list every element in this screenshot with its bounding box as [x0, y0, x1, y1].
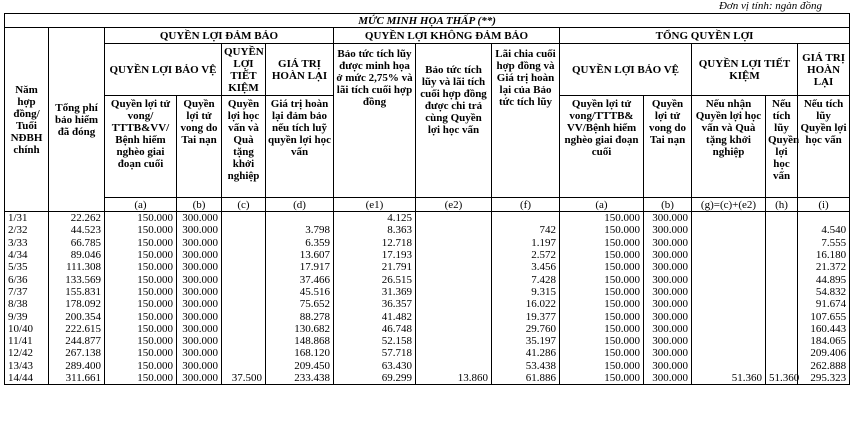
- value-cell: 300.000: [644, 347, 692, 359]
- code-label: (a): [105, 198, 177, 212]
- value-cell: 209.450: [266, 360, 334, 372]
- header-year: Năm hợp đồng/ Tuổi NĐBH chính: [5, 28, 49, 212]
- value-cell: 53.438: [492, 360, 560, 372]
- value-cell: 300.000: [177, 335, 222, 347]
- value-cell: 300.000: [644, 323, 692, 335]
- value-cell: [692, 286, 766, 298]
- value-cell: [222, 249, 266, 261]
- value-cell: 150.000: [105, 261, 177, 273]
- value-cell: 45.516: [266, 286, 334, 298]
- value-cell: [692, 335, 766, 347]
- unit-note: Đơn vị tính: ngàn đồng: [718, 0, 822, 12]
- value-cell: 300.000: [644, 261, 692, 273]
- value-cell: [692, 224, 766, 236]
- value-cell: 160.443: [798, 323, 850, 335]
- value-cell: 300.000: [177, 273, 222, 285]
- code-label: (e1): [334, 198, 416, 212]
- value-cell: 3.798: [266, 224, 334, 236]
- value-cell: 150.000: [105, 273, 177, 285]
- table-row: [5, 298, 850, 310]
- year-age-cell: 10/40: [5, 323, 49, 335]
- value-cell: 8.363: [334, 224, 416, 236]
- value-cell: 300.000: [177, 261, 222, 273]
- value-cell: 44.523: [49, 224, 105, 236]
- value-cell: [692, 347, 766, 359]
- value-cell: 19.377: [492, 310, 560, 322]
- header-g-death: Quyền lợi tử vong/ TTTB&VV/ Bệnh hiểm nghèo giai đoạn cuối: [105, 96, 177, 198]
- value-cell: 17.917: [266, 261, 334, 273]
- value-cell: 12.718: [334, 237, 416, 249]
- year-age-cell: 14/44: [5, 372, 49, 385]
- code-label: (i): [798, 198, 850, 212]
- year-age-cell: 13/43: [5, 360, 49, 372]
- value-cell: [222, 310, 266, 322]
- value-cell: [766, 286, 798, 298]
- value-cell: [492, 212, 560, 225]
- value-cell: 150.000: [560, 360, 644, 372]
- value-cell: 150.000: [105, 360, 177, 372]
- value-cell: 26.515: [334, 273, 416, 285]
- code-label: (a): [560, 198, 644, 212]
- value-cell: [692, 261, 766, 273]
- value-cell: 130.682: [266, 323, 334, 335]
- table-body: [5, 212, 850, 385]
- value-cell: 222.615: [49, 323, 105, 335]
- value-cell: 300.000: [644, 298, 692, 310]
- value-cell: 41.482: [334, 310, 416, 322]
- value-cell: 54.832: [798, 286, 850, 298]
- illustration-table: [4, 13, 850, 385]
- value-cell: 21.372: [798, 261, 850, 273]
- header-guaranteed-surrender: GIÁ TRỊ HOÀN LẠI: [266, 44, 334, 96]
- value-cell: [222, 286, 266, 298]
- value-cell: 51.360: [766, 372, 798, 385]
- value-cell: 300.000: [644, 224, 692, 236]
- header-total-surrender: GIÁ TRỊ HOÀN LẠI: [798, 44, 850, 96]
- table-row: [5, 273, 850, 285]
- value-cell: 52.158: [334, 335, 416, 347]
- value-cell: 150.000: [560, 298, 644, 310]
- value-cell: 150.000: [105, 249, 177, 261]
- value-cell: 300.000: [644, 360, 692, 372]
- value-cell: 63.430: [334, 360, 416, 372]
- value-cell: 300.000: [177, 323, 222, 335]
- table-row: [5, 261, 850, 273]
- table-row: [5, 335, 850, 347]
- value-cell: 111.308: [49, 261, 105, 273]
- header-t-surrender-value: Nếu tích lũy Quyền lợi học vấn: [798, 96, 850, 198]
- value-cell: 22.262: [49, 212, 105, 225]
- value-cell: 300.000: [177, 298, 222, 310]
- value-cell: 150.000: [560, 212, 644, 225]
- value-cell: [416, 347, 492, 359]
- value-cell: 37.500: [222, 372, 266, 385]
- value-cell: 150.000: [105, 323, 177, 335]
- value-cell: 4.540: [798, 224, 850, 236]
- value-cell: 150.000: [105, 310, 177, 322]
- group-guaranteed: QUYỀN LỢI ĐẢM BẢO: [105, 28, 334, 44]
- value-cell: 150.000: [560, 310, 644, 322]
- value-cell: 35.197: [492, 335, 560, 347]
- value-cell: 150.000: [560, 323, 644, 335]
- value-cell: 13.860: [416, 372, 492, 385]
- value-cell: 150.000: [560, 273, 644, 285]
- header-t-death: Quyền lợi tử vong/TTTB& VV/Bệnh hiểm nghèo giai đoạn cuối: [560, 96, 644, 198]
- table-row: [5, 310, 850, 322]
- value-cell: [692, 273, 766, 285]
- value-cell: 300.000: [644, 372, 692, 385]
- value-cell: 51.360: [692, 372, 766, 385]
- value-cell: [222, 237, 266, 249]
- value-cell: 267.138: [49, 347, 105, 359]
- value-cell: 300.000: [177, 360, 222, 372]
- value-cell: [766, 298, 798, 310]
- year-age-cell: 1/31: [5, 212, 49, 225]
- table-row: [5, 249, 850, 261]
- table-row: [5, 237, 850, 249]
- value-cell: [222, 323, 266, 335]
- value-cell: 2.572: [492, 249, 560, 261]
- value-cell: 209.406: [798, 347, 850, 359]
- group-total: TỔNG QUYỀN LỢI: [560, 28, 850, 44]
- value-cell: [222, 360, 266, 372]
- value-cell: [416, 298, 492, 310]
- value-cell: 300.000: [177, 224, 222, 236]
- value-cell: 91.674: [798, 298, 850, 310]
- header-terminal-interest: Lãi chia cuối hợp đồng và Giá trị hoàn lại của Bảo tức tích lũy: [492, 44, 560, 198]
- value-cell: 89.046: [49, 249, 105, 261]
- value-cell: [766, 261, 798, 273]
- table-row: [5, 372, 850, 385]
- value-cell: 300.000: [177, 347, 222, 359]
- header-guaranteed-protection: QUYỀN LỢI BẢO VỆ: [105, 44, 222, 96]
- value-cell: [766, 335, 798, 347]
- value-cell: 300.000: [644, 249, 692, 261]
- value-cell: [416, 310, 492, 322]
- year-age-cell: 7/37: [5, 286, 49, 298]
- value-cell: 17.193: [334, 249, 416, 261]
- code-label: (b): [177, 198, 222, 212]
- value-cell: 300.000: [177, 372, 222, 385]
- value-cell: [222, 347, 266, 359]
- year-age-cell: 9/39: [5, 310, 49, 322]
- header-total-protection: QUYỀN LỢI BẢO VỆ: [560, 44, 692, 96]
- value-cell: [416, 286, 492, 298]
- year-age-cell: 11/41: [5, 335, 49, 347]
- value-cell: 150.000: [105, 286, 177, 298]
- value-cell: [766, 212, 798, 225]
- header-bonus-paid: Bảo tức tích lũy và lãi tích cuối hợp đồng được chi trả cùng Quyền lợi học vấn: [416, 44, 492, 198]
- year-age-cell: 8/38: [5, 298, 49, 310]
- value-cell: [692, 323, 766, 335]
- value-cell: [416, 360, 492, 372]
- value-cell: 7.555: [798, 237, 850, 249]
- value-cell: 155.831: [49, 286, 105, 298]
- value-cell: [766, 360, 798, 372]
- value-cell: [222, 298, 266, 310]
- value-cell: 150.000: [105, 335, 177, 347]
- value-cell: [692, 237, 766, 249]
- value-cell: [222, 273, 266, 285]
- value-cell: 46.748: [334, 323, 416, 335]
- value-cell: 57.718: [334, 347, 416, 359]
- value-cell: [222, 261, 266, 273]
- value-cell: 300.000: [644, 335, 692, 347]
- value-cell: [692, 298, 766, 310]
- value-cell: 233.438: [266, 372, 334, 385]
- value-cell: 31.369: [334, 286, 416, 298]
- header-t-education: Nếu nhận Quyền lợi học vấn và Quà tặng khởi nghiệp: [692, 96, 766, 198]
- code-label: (c): [222, 198, 266, 212]
- value-cell: 61.886: [492, 372, 560, 385]
- value-cell: 6.359: [266, 237, 334, 249]
- value-cell: 4.125: [334, 212, 416, 225]
- value-cell: [766, 237, 798, 249]
- code-label: (g)=(c)+(e2): [692, 198, 766, 212]
- value-cell: [416, 237, 492, 249]
- value-cell: [222, 224, 266, 236]
- group-non-guaranteed: QUYỀN LỢI KHÔNG ĐẢM BẢO: [334, 28, 560, 44]
- value-cell: 300.000: [644, 273, 692, 285]
- year-age-cell: 3/33: [5, 237, 49, 249]
- value-cell: 9.315: [492, 286, 560, 298]
- table-title: MỨC MINH HỌA THẤP (**): [5, 14, 850, 28]
- value-cell: 150.000: [560, 249, 644, 261]
- value-cell: 66.785: [49, 237, 105, 249]
- value-cell: [416, 224, 492, 236]
- value-cell: [798, 212, 850, 225]
- value-cell: 16.022: [492, 298, 560, 310]
- code-label: (b): [644, 198, 692, 212]
- value-cell: 150.000: [105, 298, 177, 310]
- value-cell: 16.180: [798, 249, 850, 261]
- value-cell: [222, 212, 266, 225]
- value-cell: 300.000: [644, 237, 692, 249]
- value-cell: [416, 212, 492, 225]
- value-cell: 29.760: [492, 323, 560, 335]
- value-cell: 150.000: [105, 372, 177, 385]
- value-cell: [266, 212, 334, 225]
- value-cell: 3.456: [492, 261, 560, 273]
- value-cell: 150.000: [560, 237, 644, 249]
- value-cell: 300.000: [644, 212, 692, 225]
- year-age-cell: 5/35: [5, 261, 49, 273]
- value-cell: 75.652: [266, 298, 334, 310]
- value-cell: 1.197: [492, 237, 560, 249]
- header-total-savings: QUYỀN LỢI TIẾT KIỆM: [692, 44, 798, 96]
- value-cell: 150.000: [105, 224, 177, 236]
- header-t-accumulate: Nếu tích lũy Quyền lợi học vấn: [766, 96, 798, 198]
- value-cell: [416, 273, 492, 285]
- value-cell: 41.286: [492, 347, 560, 359]
- value-cell: 300.000: [177, 212, 222, 225]
- table-row: [5, 360, 850, 372]
- value-cell: [692, 310, 766, 322]
- header-g-surrender-value: Giá trị hoàn lại đảm bảo nếu tích luỹ quyền lợi học vấn: [266, 96, 334, 198]
- value-cell: 7.428: [492, 273, 560, 285]
- code-label: (f): [492, 198, 560, 212]
- header-t-accident: Quyền lợi tử vong do Tai nạn: [644, 96, 692, 198]
- value-cell: 178.092: [49, 298, 105, 310]
- table-row: [5, 286, 850, 298]
- value-cell: 262.888: [798, 360, 850, 372]
- value-cell: 300.000: [177, 249, 222, 261]
- value-cell: 300.000: [644, 310, 692, 322]
- value-cell: 289.400: [49, 360, 105, 372]
- value-cell: [766, 224, 798, 236]
- value-cell: 184.065: [798, 335, 850, 347]
- header-premium: Tổng phí bảo hiểm đã đóng: [49, 28, 105, 212]
- value-cell: [766, 323, 798, 335]
- value-cell: 200.354: [49, 310, 105, 322]
- value-cell: 133.569: [49, 273, 105, 285]
- table-row: [5, 323, 850, 335]
- value-cell: 300.000: [177, 237, 222, 249]
- value-cell: 295.323: [798, 372, 850, 385]
- code-label: (h): [766, 198, 798, 212]
- value-cell: 150.000: [560, 224, 644, 236]
- value-cell: 168.120: [266, 347, 334, 359]
- value-cell: 150.000: [560, 372, 644, 385]
- value-cell: [416, 261, 492, 273]
- value-cell: [416, 335, 492, 347]
- value-cell: [766, 249, 798, 261]
- header-g-accident: Quyền lợi tử vong do Tai nạn: [177, 96, 222, 198]
- value-cell: 148.868: [266, 335, 334, 347]
- year-age-cell: 6/36: [5, 273, 49, 285]
- value-cell: 88.278: [266, 310, 334, 322]
- value-cell: 13.607: [266, 249, 334, 261]
- value-cell: [766, 347, 798, 359]
- value-cell: [416, 249, 492, 261]
- year-age-cell: 4/34: [5, 249, 49, 261]
- value-cell: 150.000: [560, 347, 644, 359]
- value-cell: 150.000: [105, 212, 177, 225]
- table-row: [5, 212, 850, 225]
- year-age-cell: 2/32: [5, 224, 49, 236]
- value-cell: 150.000: [560, 286, 644, 298]
- value-cell: [416, 323, 492, 335]
- value-cell: 300.000: [177, 286, 222, 298]
- header-bonus-accumulated: Bảo tức tích lũy được minh họa ở mức 2,75% và lãi tích cuối hợp đồng: [334, 44, 416, 198]
- table-row: [5, 347, 850, 359]
- value-cell: 742: [492, 224, 560, 236]
- code-label: (d): [266, 198, 334, 212]
- value-cell: [692, 212, 766, 225]
- year-age-cell: 12/42: [5, 347, 49, 359]
- value-cell: 37.466: [266, 273, 334, 285]
- value-cell: [766, 310, 798, 322]
- value-cell: 300.000: [644, 286, 692, 298]
- value-cell: 150.000: [560, 261, 644, 273]
- header-guaranteed-savings: QUYỀN LỢI TIẾT KIỆM: [222, 44, 266, 96]
- value-cell: 150.000: [105, 237, 177, 249]
- value-cell: [766, 273, 798, 285]
- value-cell: 21.791: [334, 261, 416, 273]
- value-cell: 311.661: [49, 372, 105, 385]
- value-cell: 36.357: [334, 298, 416, 310]
- table-row: [5, 224, 850, 236]
- value-cell: [222, 335, 266, 347]
- header-g-education: Quyền lợi học vấn và Quà tặng khởi nghiệp: [222, 96, 266, 198]
- value-cell: 107.655: [798, 310, 850, 322]
- value-cell: 150.000: [105, 347, 177, 359]
- code-label: (e2): [416, 198, 492, 212]
- value-cell: 44.895: [798, 273, 850, 285]
- value-cell: 69.299: [334, 372, 416, 385]
- value-cell: [692, 249, 766, 261]
- value-cell: [692, 360, 766, 372]
- value-cell: 150.000: [560, 335, 644, 347]
- value-cell: 300.000: [177, 310, 222, 322]
- value-cell: 244.877: [49, 335, 105, 347]
